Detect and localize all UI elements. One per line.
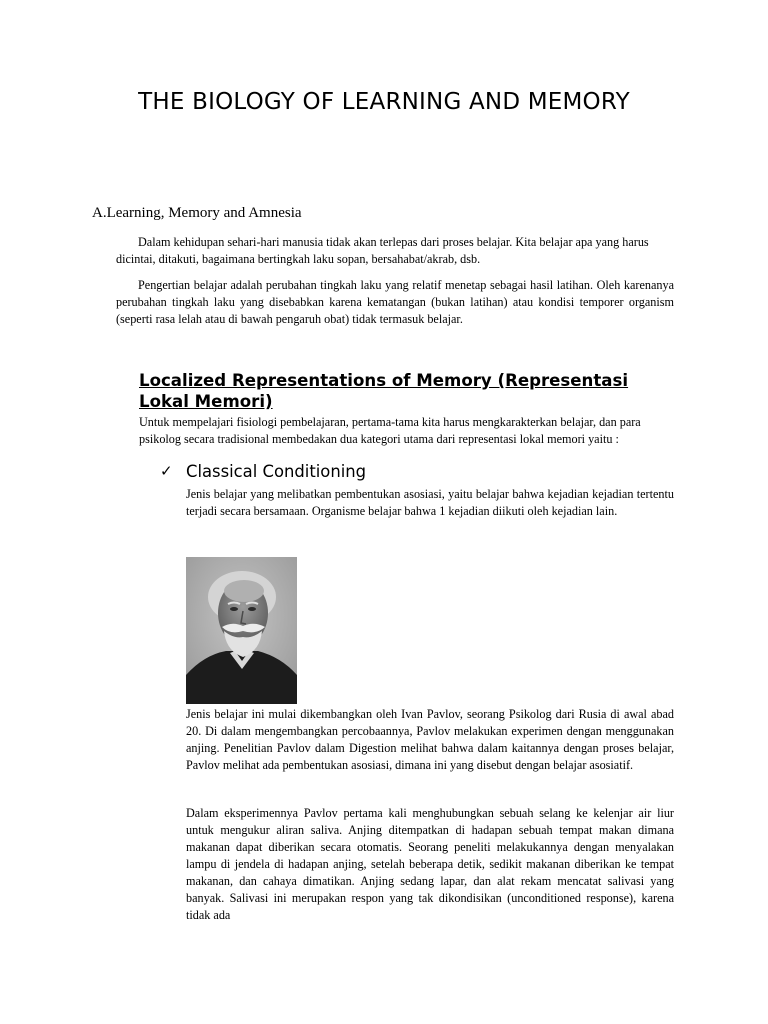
pavlov-paragraph-1: Jenis belajar ini mulai dikembangkan oleh Ivan Pavlov, seorang Psikolog dari Rusia di awal abad 20. Di dalam mengembangkan percobaannya, Pavlov melakukan experimen dengan menggunakan anjing. Penelitian Pavlov dalam Digestion melihat bahwa dalam kaitannya dengan proses belajar, Pavlov melihat ada pembentukan asosiasi, dimana ini yang disebut dengan belajar asosiatif. — [186, 707, 674, 772]
localized-representations-heading: Localized Representations of Memory (Representasi Lokal Memori) — [139, 371, 629, 411]
section-a-paragraph-2: Pengertian belajar adalah perubahan tingkah laku yang relatif menetap sebagai hasil latihan. Oleh karenanya perubahan tingkah laku yang disebabkan karena kematangan (bukan latihan) atau kondisi temporer organism (seperti rasa lelah atau di bawah pengaruh obat) tidak termasuk belajar. — [116, 278, 674, 326]
section-a-paragraph-1: Dalam kehidupan sehari-hari manusia tidak akan terlepas dari proses belajar. Kita belajar apa yang harus dicintai, ditakuti, bagaimana bertingkah laku sopan, bersahabat/akrab, dsb. — [116, 235, 649, 266]
classical-conditioning-definition: Jenis belajar yang melibatkan pembentukan asosiasi, yaitu belajar bahwa kejadian kejadian tertentu terjadi secara bersamaan. Organisme belajar bahwa 1 kejadian diikuti oleh kejadian lain. — [186, 487, 674, 518]
localized-intro-paragraph: Untuk mempelajari fisiologi pembelajaran, pertama-tama kita harus mengkarakterkan belajar, dan para psikolog secara tradisional membedakan dua kategori utama dari representasi lokal memori yaitu : — [139, 415, 641, 446]
section-a-heading: A.Learning, Memory and Amnesia — [92, 205, 302, 221]
checkmark-icon: ✓ — [160, 462, 173, 480]
portrait-photo — [186, 557, 297, 704]
document-title: THE BIOLOGY OF LEARNING AND MEMORY — [138, 89, 630, 115]
classical-conditioning-heading: Classical Conditioning — [186, 462, 367, 481]
pavlov-paragraph-2: Dalam eksperimennya Pavlov pertama kali menghubungkan sebuah selang ke kelenjar air liur untuk mengukur aliran saliva. Anjing ditempatkan di hadapan sebuah tempat makan dimana makanan dapat diberikan secara otomatis. Seorang peneliti melakukannya dengan menyalakan lampu di jendela di hadapan anjing, setelah beberapa detik, sedikit makanan diberikan ke tempat makanan, dan cahaya dimatikan. Anjing sedang lapar, dan alat rekam mencatat salivasi yang banyak. Salivasi ini merupakan respon yang tak dikondisikan (unconditioned response), karena tidak ada — [186, 806, 674, 922]
portrait-photo-graphic — [186, 557, 297, 704]
